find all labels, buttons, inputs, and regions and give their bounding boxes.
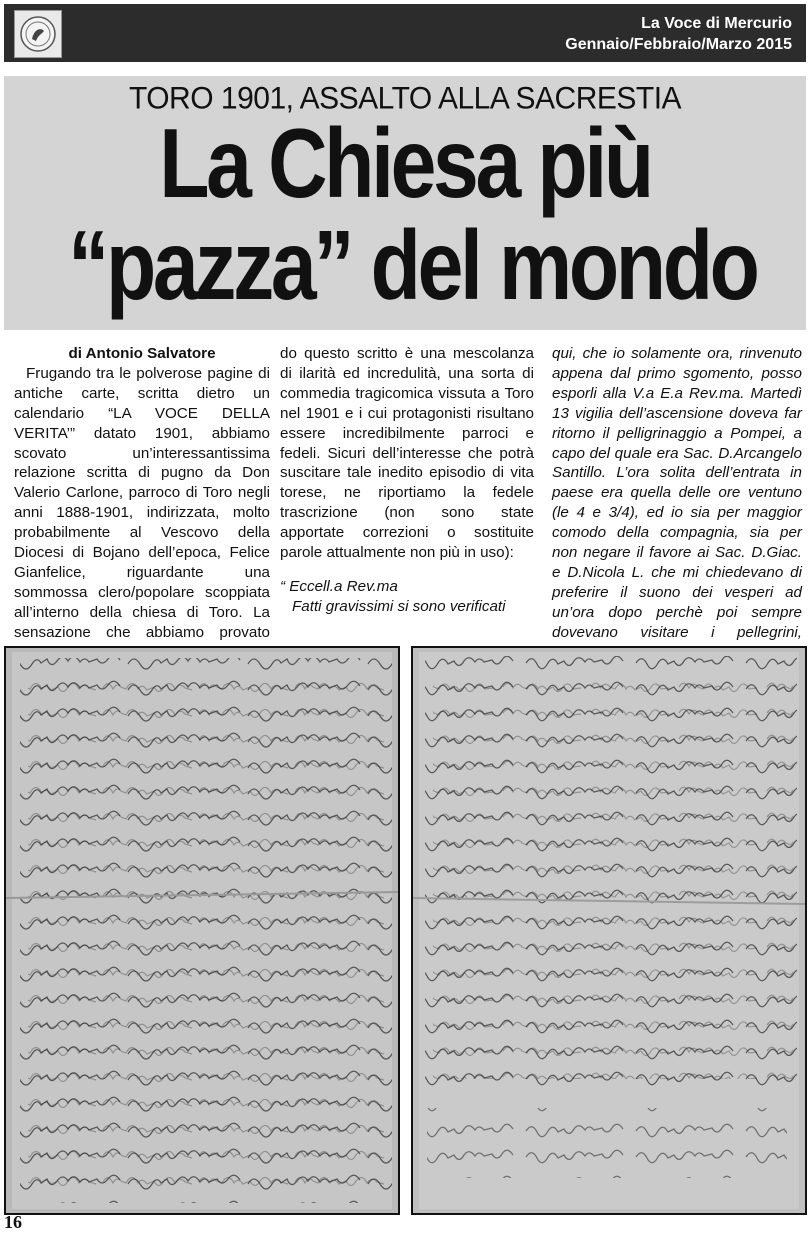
page-number: 16	[4, 1212, 22, 1232]
title-box	[4, 76, 806, 330]
column-3-text: qui, che io solamente ora, rinvenuto appena dal primo sgomento, posso esporli alla V.a E.a Rev.ma. Martedì 13 vigilia dell’ascensione doveva far ritorno il pelligrinaggio a Pompei, a capo del quale era Sac. D.Arcangelo Santillo. L’ora solita dell’entrata in paese era quella delle ore ventuno (le 4 e 3/4), ed io sia per maggior comodo della compagnia, sia per non negare il favore ai Sac. D.Giac. e D.Nicola L. che mi chiedevano di preferire il suono dei vesperi ad un’ora dopo perchè poi sempre dovevano visitare i pellegrini,	[552, 345, 802, 641]
circular-seal-logo-icon	[14, 10, 62, 58]
article-column-3	[552, 344, 802, 663]
column-2-text: do questo scritto è una mescolanza di ilarità ed incredulità, una sorta di commedia tragicomica vissuta a Toro nel 1901 e i cui protagonisti risultano essere incredibilmente parroci e fedeli. Sicuri dell’interesse che potrà suscitare tale inedito episodio di vita torese, ne riportiamo la fedele trascrizione (non sono state apportate correzioni o sostituite parole attualmente non più in uso):	[280, 345, 534, 562]
article-kicker: TORO 1901, ASSALTO ALLA SACRESTIA	[128, 81, 682, 116]
column-1-text: Frugando tra le polverose pagine di antiche carte, scritta dietro un calendario “LA VOCE DELLA VERITA’” datato 1901, abbiamo scovato un’interessantissima relazione scritta di pugno da Don Valerio Carlone, parroco di Toro negli anni 1888-1901, indirizzata, molto probabilmente al Vescovo della Diocesi di Bojano dell’epoca, Felice Gianfelice, riguardante una sommossa clero/popolare scoppiata all’interno della chiesa di Toro. La sensazione che abbiamo provato	[14, 364, 270, 641]
headline-line-2: “pazza” del mondo	[68, 210, 757, 320]
headline-line-1: La Chiesa più	[159, 108, 651, 218]
letter-quote-start: Fatti gravissimi si sono verificati	[292, 597, 506, 615]
handwritten-letter-image-left	[4, 646, 400, 1215]
byline: di Antonio Salvatore	[68, 345, 216, 362]
handwritten-letter-image-right	[411, 646, 807, 1215]
magazine-title: La Voce di Mercurio	[641, 15, 792, 32]
article-column-2	[280, 344, 534, 617]
page-header-bar	[4, 4, 806, 62]
article-column-1	[14, 344, 270, 663]
letter-salutation: “ Eccell.a Rev.ma	[280, 577, 398, 595]
issue-date: Gennaio/Febbraio/Marzo 2015	[565, 36, 792, 53]
manuscript-page-left	[6, 648, 398, 1213]
article-headline	[68, 108, 757, 320]
manuscript-page-right	[413, 648, 805, 1213]
